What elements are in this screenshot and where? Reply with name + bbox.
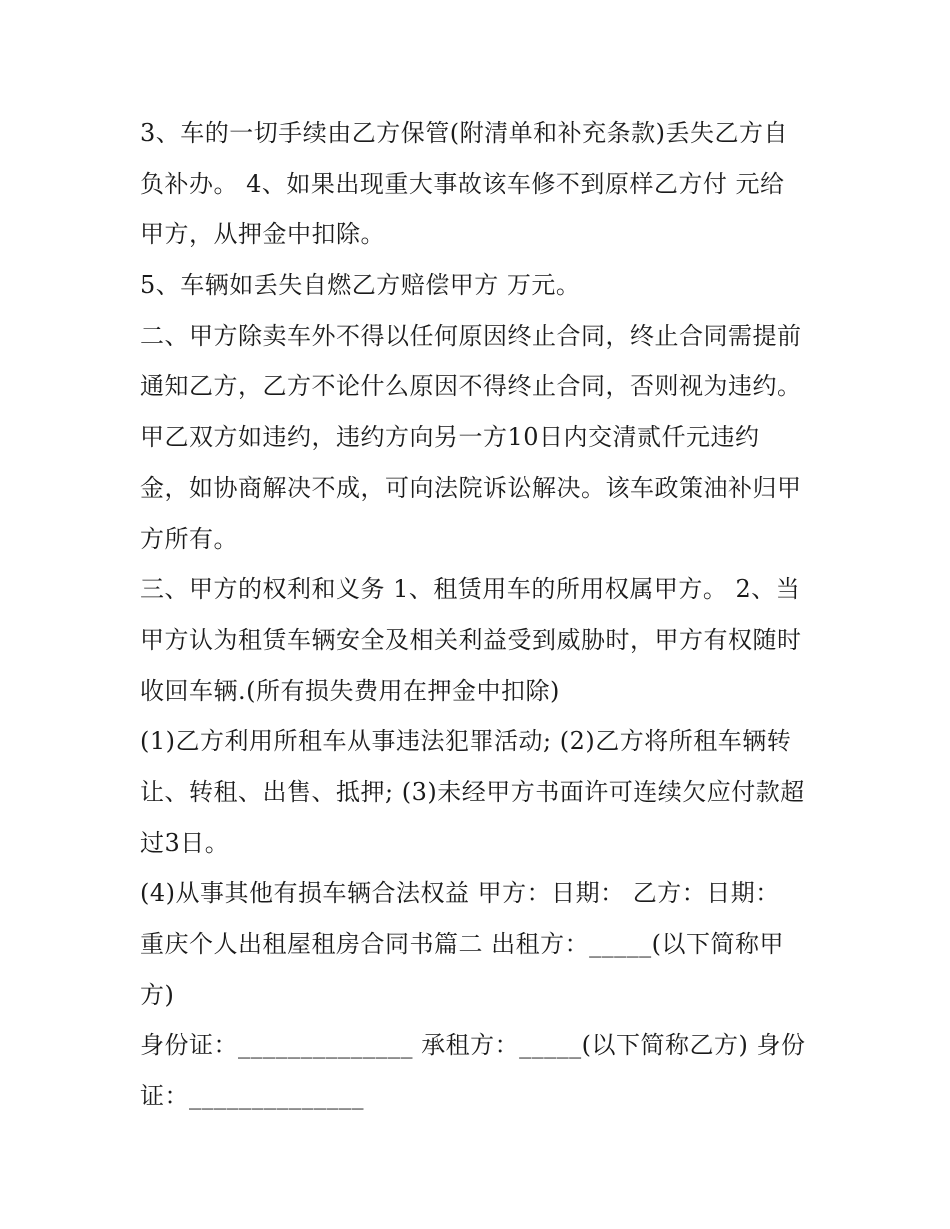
text-line: 方所有。	[140, 524, 238, 553]
text-line: 重庆个人出租屋租房合同书篇二 出租方：_____(以下简称甲	[140, 930, 784, 958]
text-line: 3、车的一切手续由乙方保管(附清单和补充条款)丢失乙方自	[140, 119, 788, 147]
text-line: 甲方，从押金中扣除。	[140, 220, 385, 249]
text-line: 三、甲方的权利和义务 1、租赁用车的所用权属甲方。 2、当	[140, 575, 801, 604]
text-line: 证：______________	[140, 1082, 364, 1111]
text-line: 方)	[140, 980, 175, 1009]
text-line: 让、转租、出售、抵押; (3)未经甲方书面许可连续欠应付款超	[140, 777, 805, 806]
text-line: 身份证：______________ 承租方：_____(以下简称乙方) 身份	[140, 1031, 806, 1060]
text-line: 通知乙方，乙方不论什么原因不得终止合同，否则视为违约。	[140, 372, 802, 401]
text-line: 甲乙双方如违约，违约方向另一方10日内交清贰仟元违约	[140, 423, 760, 452]
text-line: (4)从事其他有损车辆合法权益 甲方：日期： 乙方：日期：	[140, 879, 780, 908]
text-line: 收回车辆.(所有损失费用在押金中扣除)	[140, 676, 560, 705]
text-line: 甲方认为租赁车辆安全及相关利益受到威胁时，甲方有权随时	[140, 625, 802, 654]
text-line: 过3日。	[140, 828, 230, 857]
text-line: 5、车辆如丢失自燃乙方赔偿甲方 万元。	[140, 271, 581, 300]
text-line: 金，如协商解决不成，可向法院诉讼解决。该车政策油补归甲	[140, 473, 802, 502]
text-line: (1)乙方利用所租车从事违法犯罪活动; (2)乙方将所租车辆转	[140, 727, 792, 756]
text-line: 负补办。 4、如果出现重大事故该车修不到原样乙方付 元给	[140, 169, 785, 198]
text-line: 二、甲方除卖车外不得以任何原因终止合同，终止合同需提前	[140, 321, 802, 350]
contract-text	[140, 108, 820, 1122]
